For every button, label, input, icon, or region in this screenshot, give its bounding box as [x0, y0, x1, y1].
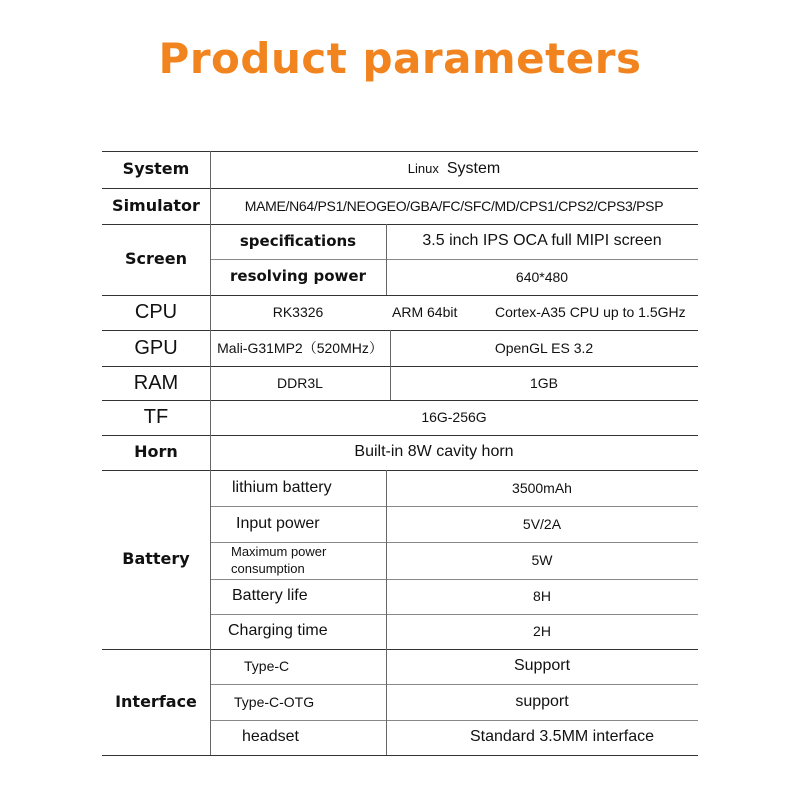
interface-typec-label: Type-C — [244, 658, 290, 675]
battery-maxpower-label: Maximum power consumption — [231, 543, 327, 576]
screen-res-value: 640*480 — [515, 268, 569, 285]
row-label-horn: Horn — [134, 442, 178, 462]
simulator-value: MAME/N64/PS1/NEOGEO/GBA/FC/SFC/MD/CPS1/CPS2/CPS3/PSP — [244, 197, 664, 214]
battery-charging-value: 2H — [533, 623, 551, 640]
row-label-gpu: GPU — [134, 336, 178, 359]
battery-life-value: 8H — [533, 588, 551, 605]
gpu-model: Mali-G31MP2（520MHz） — [217, 339, 383, 356]
row-label-screen: Screen — [125, 249, 187, 269]
gpu-api: OpenGL ES 3.2 — [494, 339, 594, 356]
row-label-interface: Interface — [115, 691, 197, 711]
ram-type: DDR3L — [277, 374, 323, 391]
interface-typec-otg-value: support — [515, 692, 569, 710]
screen-res-label: resolving power — [230, 267, 366, 286]
screen-spec-value: 3.5 inch IPS OCA full MIPI screen — [422, 232, 662, 250]
table-line — [102, 755, 698, 756]
battery-life-label: Battery life — [232, 587, 308, 605]
screen-spec-label: specifications — [239, 231, 357, 250]
battery-lithium-value: 3500mAh — [512, 479, 572, 496]
battery-lithium-label: lithium battery — [232, 478, 332, 496]
interface-headset-label: headset — [242, 728, 299, 746]
system-value-main: System — [446, 160, 501, 178]
row-label-cpu: CPU — [134, 301, 178, 323]
system-value-prefix: Linux — [407, 161, 439, 177]
tf-value: 16G-256G — [421, 409, 487, 426]
system-value — [210, 151, 698, 188]
battery-input-value: 5V/2A — [522, 515, 562, 532]
row-label-tf: TF — [143, 406, 169, 428]
battery-input-label: Input power — [236, 514, 320, 532]
horn-value: Built-in 8W cavity horn — [354, 443, 514, 461]
interface-headset-value: Standard 3.5MM interface — [469, 728, 655, 746]
cpu-model: RK3326 — [272, 304, 324, 321]
row-label-battery: Battery — [122, 549, 190, 569]
battery-maxpower-value: 5W — [531, 552, 553, 569]
interface-typec-value: Support — [513, 657, 571, 675]
row-label-ram: RAM — [133, 371, 179, 394]
row-label-system: System — [122, 159, 190, 179]
battery-maxpower-cell — [231, 542, 381, 579]
page-title: Product parameters — [158, 34, 642, 83]
cpu-arch: ARM 64bit — [392, 304, 458, 321]
interface-typec-otg-label: Type-C-OTG — [234, 693, 315, 710]
row-label-simulator: Simulator — [112, 195, 200, 215]
battery-charging-label: Charging time — [228, 622, 328, 640]
cpu-detail: Cortex-A35 CPU up to 1.5GHz — [495, 304, 686, 321]
ram-size: 1GB — [529, 374, 558, 391]
